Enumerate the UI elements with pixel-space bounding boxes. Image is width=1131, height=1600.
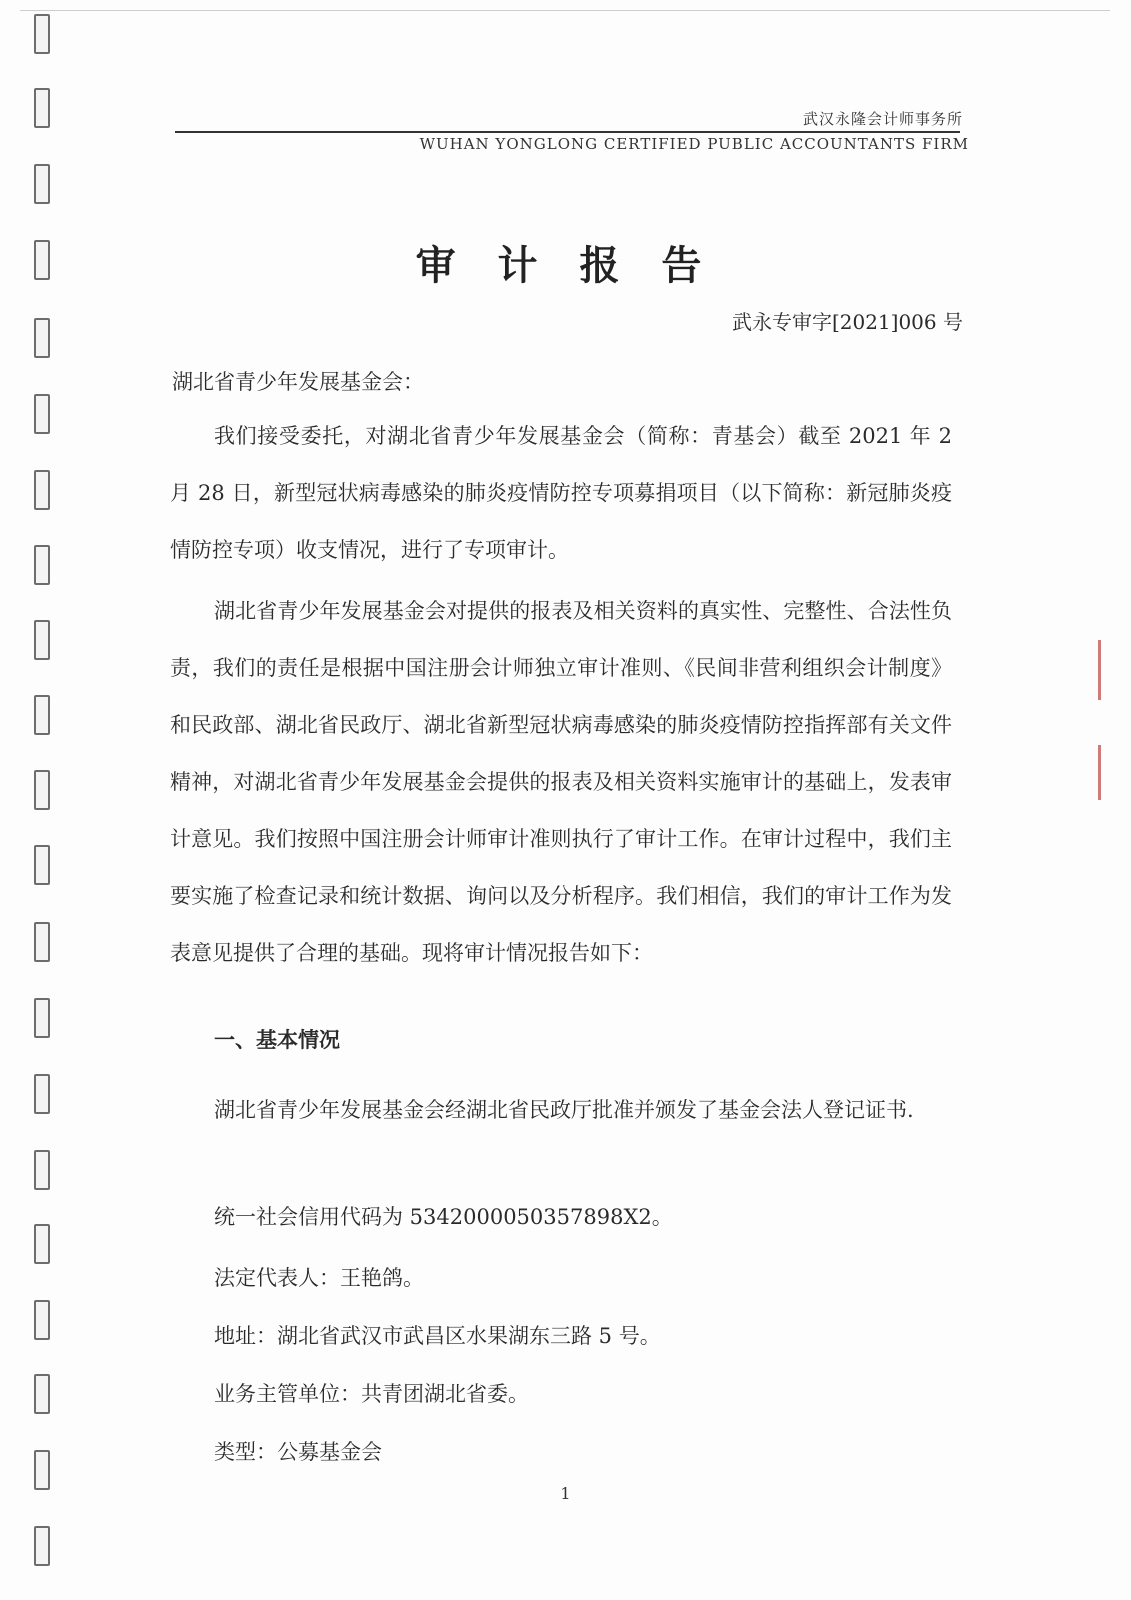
margin-mark bbox=[1098, 640, 1101, 700]
binding-hole bbox=[34, 470, 50, 510]
binding-hole bbox=[34, 922, 50, 962]
binding-hole bbox=[34, 1224, 50, 1264]
paragraph-registration: 湖北省青少年发展基金会经湖北省民政厅批准并颁发了基金会法人登记证书. bbox=[214, 1098, 914, 1122]
header-rule bbox=[175, 131, 960, 133]
paragraph-responsibility: 湖北省青少年发展基金会对提供的报表及相关资料的真实性、完整性、合法性负责，我们的责任是根据中国注册会计师独立审计准则、《民间非营利组织会计制度》和民政部、湖北省民政厅、湖北省新型冠状病毒感染的肺炎疫情防控指挥部有关文件精神，对湖北省青少年发展基金会提供的报表及相关资料实施审计的基础上，发表审计意见。我们按照中国注册会计师审计准则执行了审计工作。在审计过程中，我们主要实施了检查记录和统计数据、询问以及分析程序。我们相信，我们的审计工作为发表意见提供了合理的基础。现将审计情况报告如下： bbox=[170, 599, 952, 965]
binding-hole bbox=[34, 164, 50, 204]
firm-name-en: WUHAN YONGLONG CERTIFIED PUBLIC ACCOUNTANTS FIRM bbox=[419, 135, 969, 153]
legal-representative: 法定代表人：王艳鸽。 bbox=[214, 1266, 424, 1290]
section-heading: 一、基本情况 bbox=[214, 1027, 340, 1052]
supervising-unit: 业务主管单位：共青团湖北省委。 bbox=[214, 1382, 529, 1406]
report-title: 审 计 报 告 bbox=[415, 243, 716, 289]
binding-hole bbox=[34, 1150, 50, 1190]
firm-name-cn: 武汉永隆会计师事务所 bbox=[802, 110, 963, 128]
foundation-type: 类型：公募基金会 bbox=[214, 1440, 382, 1464]
paragraph-engagement: 我们接受委托，对湖北省青少年发展基金会（简称：青基会）截至 2021 年 2 月 28 日，新型冠状病毒感染的肺炎疫情防控专项募捐项目（以下简称：新冠肺炎疫情防控专项）收支情况，进行了专项审计。 bbox=[170, 424, 952, 562]
binding-hole bbox=[34, 845, 50, 885]
binding-hole bbox=[34, 1300, 50, 1340]
binding-hole bbox=[34, 394, 50, 434]
address: 地址：湖北省武汉市武昌区水果湖东三路 5 号。 bbox=[214, 1324, 661, 1348]
margin-mark bbox=[1098, 745, 1101, 800]
binding-hole bbox=[34, 1374, 50, 1414]
page-number: 1 bbox=[560, 1484, 571, 1503]
binding-hole bbox=[34, 998, 50, 1038]
binding-hole bbox=[34, 695, 50, 735]
binding-hole bbox=[34, 318, 50, 358]
binding-hole bbox=[34, 88, 50, 128]
binding-hole bbox=[34, 770, 50, 810]
binding-hole bbox=[34, 14, 50, 54]
credit-code: 统一社会信用代码为 5342000050357898X2。 bbox=[214, 1205, 673, 1229]
addressee: 湖北省青少年发展基金会： bbox=[172, 370, 424, 394]
binding-hole bbox=[34, 620, 50, 660]
binding-hole bbox=[34, 1074, 50, 1114]
binding-hole bbox=[34, 545, 50, 585]
document-number: 武永专审字[2021]006 号 bbox=[731, 310, 963, 334]
scan-top-edge bbox=[20, 10, 1110, 11]
binding-hole bbox=[34, 1526, 50, 1566]
